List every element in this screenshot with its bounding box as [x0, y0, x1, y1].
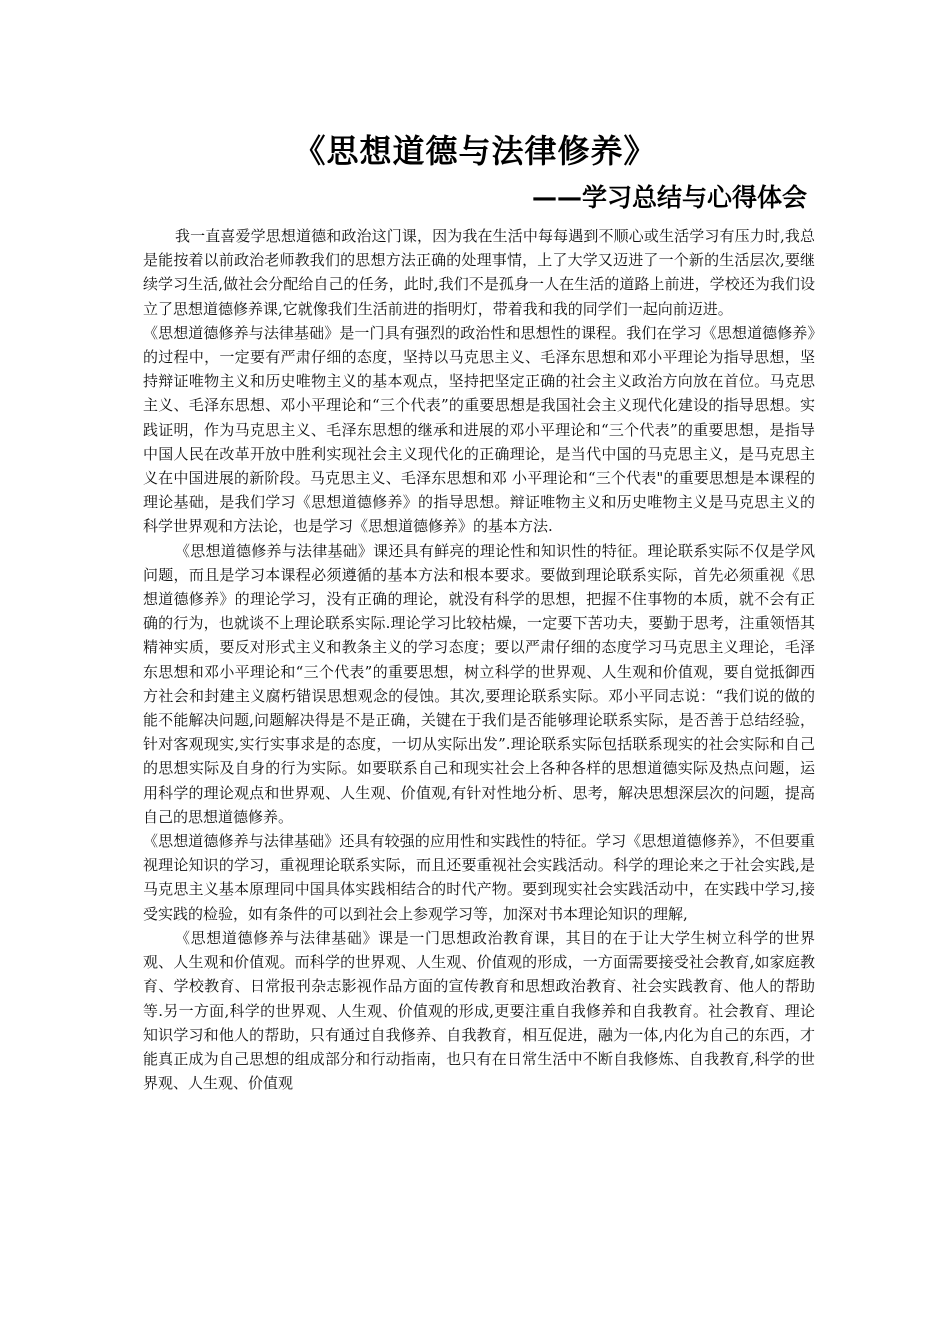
paragraph: 《思想道德修养与法律基础》课还具有鲜亮的理论性和知识性的特征。理论联系实际不仅是学风问题，而且是学习本课程必须遵循的基本方法和根本要求。要做到理论联系实际，首先必须重视《思想道德修养》的理论学习，没有正确的理论，就没有科学的思想，把握不住事物的本质，就不会有正确的行为，也就谈不上理论联系实际.理论学习比较枯燥，一定要下苦功夫，要勤于思考，注重领悟其精神实质，要反对形式主义和教条主义的学习态度；要以严肃仔细的态度学习马克思主义理论，毛泽东思想和邓小平理论和“三个代表”的重要思想，树立科学的世界观、人生观和价值观，要自觉抵御西方社会和封建主义腐朽错误思想观念的侵蚀。其次,要理论联系实际。邓小平同志说：“我们说的做的能不能解决问题,问题解决得是不是正确，关键在于我们是否能够理论联系实际，是否善于总结经验，针对客观现实,实行实事求是的态度，一切从实际出发”.理论联系实际包括联系现实的社会实际和自己的思想实际及自身的行为实际。如要联系自己和现实社会上各种各样的思想道德实际及热点问题，运用科学的理论观点和世界观、人生观、价值观,有针对性地分析、思考，解决思想深层次的问题，提高自己的思想道德修养。	[143, 541, 815, 826]
paragraph: 《思想道德修养与法律基础》课是一门思想政治教育课，其目的在于让大学生树立科学的世界观、人生观和价值观。而科学的世界观、人生观、价值观的形成，一方面需要接受社会教育,如家庭教育、学校教育、日常报刊杂志影视作品方面的宣传教育和思想政治教育、社会实践教育、他人的帮助等.另一方面,科学的世界观、人生观、价值观的形成,更要注重自我修养和自我教育。社会教育、理论知识学习和他人的帮助，只有通过自我修养、自我教育，相互促进，融为一体,内化为自己的东西，才能真正成为自己思想的组成部分和行动指南，也只有在日常生活中不断自我修炼、自我教育,科学的世界观、人生观、价值观	[143, 928, 815, 1093]
document-body	[143, 224, 815, 1095]
document-title: 《思想道德与法律修养》	[293, 132, 657, 170]
paragraph: 我一直喜爱学思想道德和政治这门课，因为我在生活中每每遇到不顺心或生活学习有压力时,我总是能按着以前政治老师教我们的思想方法正确的处理事情，上了大学又迈进了一个新的生活层次,要继续学习生活,做社会分配给自己的任务，此时,我们不是孤身一人在生活的道路上前进，学校还为我们设立了思想道德修养课,它就像我们生活前进的指明灯，带着我和我的同学们一起向前迈进。	[143, 227, 815, 318]
document-subtitle: ——学习总结与心得体会	[531, 183, 807, 212]
paragraph: 《思想道德修养与法律基础》是一门具有强烈的政治性和思想性的课程。我们在学习《思想道德修养》的过程中，一定要有严肃仔细的态度，坚持以马克思主义、毛泽东思想和邓小平理论为指导思想，坚持辩证唯物主义和历史唯物主义的基本观点，坚持把坚定正确的社会主义政治方向放在首位。马克思主义、毛泽东思想、邓小平理论和“三个代表”的重要思想是我国社会主义现代化建设的指导思想。实践证明，作为马克思主义、毛泽东思想的继承和进展的邓小平理论和“三个代表”的重要思想，是指导中国人民在改革开放中胜利实现社会主义现代化的正确理论，是当代中国的马克思主义，是马克思主义在中国进展的新阶段。马克思主义、毛泽东思想和邓 小平理论和“三个代表"的重要思想是本课程的理论基础，是我们学习《思想道德修养》的指导思想。辩证唯物主义和历史唯物主义是马克思主义的科学世界观和方法论，也是学习《思想道德修养》的基本方法.	[143, 323, 815, 536]
paragraph: 《思想道德修养与法律基础》还具有较强的应用性和实践性的特征。学习《思想道德修养》，不但要重视理论知识的学习，重视理论联系实际，而且还要重视社会实践活动。科学的理论来之于社会实践,是马克思主义基本原理同中国具体实践相结合的时代产物。要到现实社会实践活动中，在实践中学习,接受实践的检验，如有条件的可以到社会上参观学习等，加深对书本理论知识的理解,	[143, 832, 815, 923]
